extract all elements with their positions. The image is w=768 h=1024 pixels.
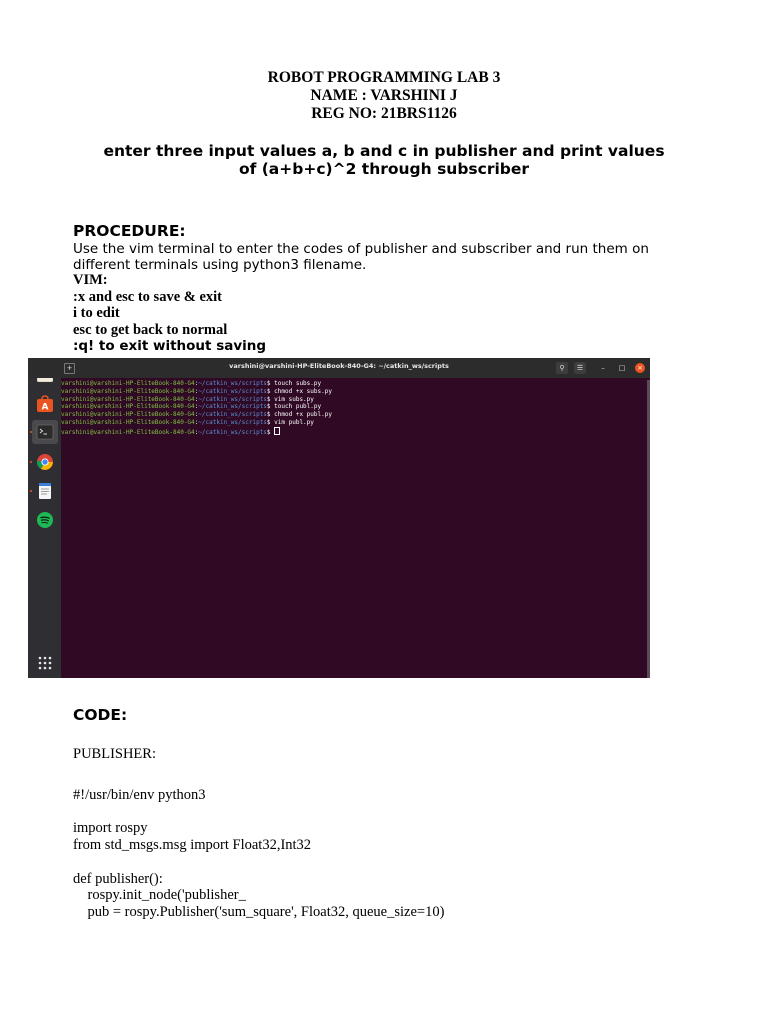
running-indicator (30, 490, 32, 492)
svg-text:A: A (41, 402, 49, 413)
terminal-line: varshini@varshini-HP-EliteBook-840-G4:~/catkin_ws/scripts$ touch publ.py (61, 403, 322, 411)
vim-item: esc to get back to normal (73, 322, 228, 338)
terminal-output[interactable] (61, 380, 647, 678)
vim-item: :q! to exit without saving (73, 338, 267, 354)
terminal-line: varshini@varshini-HP-EliteBook-840-G4:~/catkin_ws/scripts$ vim publ.py (61, 418, 314, 426)
terminal-line: varshini@varshini-HP-EliteBook-840-G4:~/catkin_ws/scripts$ (61, 427, 647, 437)
terminal-line: varshini@varshini-HP-EliteBook-840-G4:~/catkin_ws/scripts$ vim subs.py (61, 395, 314, 403)
procedure-text-1: Use the vim terminal to enter the codes of publisher and subscriber and run them on (73, 241, 649, 257)
code-line: pub = rospy.Publisher('sum_square', Float32, queue_size=10) (73, 904, 445, 920)
objective-line-1: enter three input values a, b and c in publisher and print values (103, 142, 665, 160)
terminal-line: varshini@varshini-HP-EliteBook-840-G4:~/catkin_ws/scripts$ chmod +x subs.py (61, 387, 332, 395)
running-indicator (30, 461, 32, 463)
ubuntu-dock (28, 358, 61, 678)
terminal-icon[interactable] (36, 423, 54, 441)
procedure-text-2: different terminals using python3 filename. (73, 257, 367, 273)
vim-heading: VIM: (73, 272, 108, 288)
code-line: def publisher(): (73, 871, 163, 887)
student-name: NAME : VARSHINI J (310, 87, 458, 104)
spotify-icon[interactable] (36, 511, 54, 529)
vim-item: :x and esc to save & exit (73, 289, 223, 305)
objective-line-2: of (a+b+c)^2 through subscriber (238, 160, 530, 178)
terminal-screenshot (28, 358, 650, 678)
terminal-cursor (274, 427, 280, 435)
terminal-window-title: varshini@varshini-HP-EliteBook-840-G4: ~/catkin_ws/scripts (229, 362, 449, 370)
app-store-icon (36, 395, 54, 413)
procedure-heading: PROCEDURE: (73, 222, 186, 240)
maximize-button[interactable]: □ (618, 364, 626, 372)
text-editor-icon[interactable] (36, 482, 54, 500)
menu-icon[interactable]: ☰ (574, 362, 586, 374)
close-button[interactable]: × (635, 363, 645, 373)
minimize-button[interactable]: – (601, 364, 605, 372)
new-tab-button[interactable]: + (64, 363, 75, 374)
terminal-titlebar (28, 358, 650, 378)
code-line: import rospy (73, 820, 148, 836)
running-indicator (30, 431, 32, 433)
reg-number: REG NO: 21BRS1126 (311, 105, 457, 122)
apps-grid-icon[interactable] (36, 654, 54, 672)
terminal-line: varshini@varshini-HP-EliteBook-840-G4:~/catkin_ws/scripts$ chmod +x publ.py (61, 411, 332, 419)
terminal-scrollbar[interactable] (647, 380, 650, 678)
code-line: rospy.init_node('publisher_ (73, 887, 246, 903)
publisher-label: PUBLISHER: (73, 746, 156, 762)
code-heading: CODE: (73, 706, 128, 724)
chrome-icon[interactable] (36, 453, 54, 471)
vim-item: i to edit (73, 305, 120, 321)
terminal-line: varshini@varshini-HP-EliteBook-840-G4:~/catkin_ws/scripts$ touch subs.py (61, 380, 322, 387)
search-icon[interactable]: ⚲ (556, 362, 568, 374)
code-line: #!/usr/bin/env python3 (73, 787, 206, 803)
code-line: from std_msgs.msg import Float32,Int32 (73, 837, 312, 853)
doc-title: ROBOT PROGRAMMING LAB 3 (267, 69, 501, 86)
